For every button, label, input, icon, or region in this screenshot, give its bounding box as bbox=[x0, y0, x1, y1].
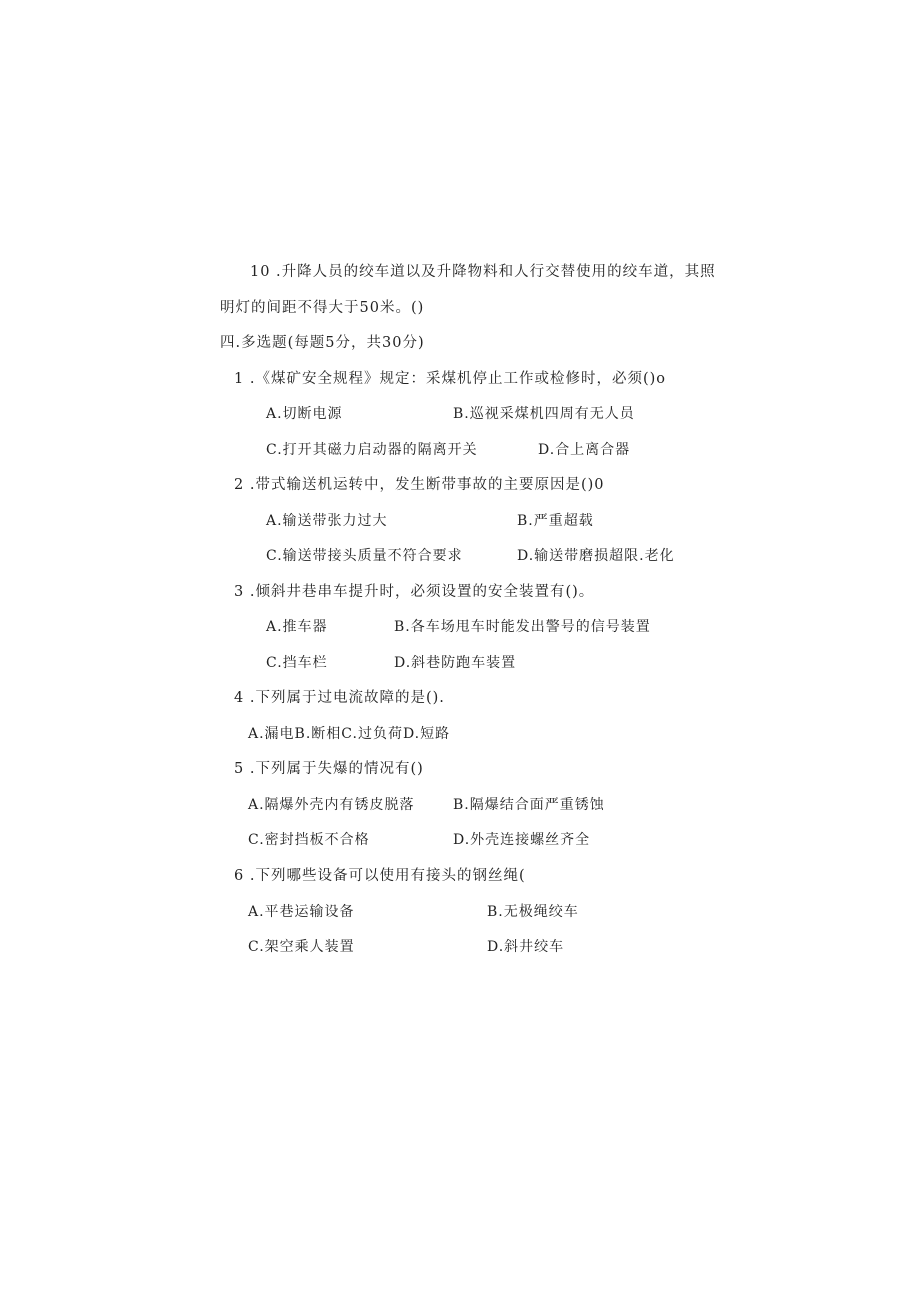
q3-option-b: B.各车场甩车时能发出警号的信号装置 bbox=[394, 619, 651, 635]
question-1-stem: 1 .《煤矿安全规程》规定：采煤机停止工作或检修时，必须()o bbox=[234, 371, 666, 387]
q4-options: A.漏电B.断相C.过负荷D.短路 bbox=[248, 726, 451, 742]
q3-option-c: C.挡车栏 bbox=[266, 655, 328, 671]
question-4-stem: 4 .下列属于过电流故障的是(). bbox=[234, 690, 445, 706]
question-2-stem: 2 .带式输送机运转中，发生断带事故的主要原因是()0 bbox=[234, 477, 605, 493]
q2-option-d: D.输送带磨损超限.老化 bbox=[517, 548, 675, 564]
q5-option-a: A.隔爆外壳内有锈皮脱落 bbox=[248, 797, 415, 813]
q1-option-d: D.合上离合器 bbox=[538, 442, 631, 458]
section-title: 四.多选题(每题5分，共30分) bbox=[220, 335, 425, 351]
q6-option-c: C.架空乘人装置 bbox=[248, 939, 355, 955]
q1-option-c: C.打开其磁力启动器的隔离开关 bbox=[266, 442, 478, 458]
question-5-stem: 5 .下列属于失爆的情况有() bbox=[234, 761, 424, 777]
q5-option-d: D.外壳连接螺丝齐全 bbox=[453, 832, 591, 848]
q2-option-b: B.严重超载 bbox=[517, 513, 594, 529]
q1-option-a: A.切断电源 bbox=[266, 406, 343, 422]
q10-line-2: 明灯的间距不得大于50米。() bbox=[220, 300, 425, 316]
q10-line-1: 10 .升降人员的绞车道以及升降物料和人行交替使用的绞车道，其照 bbox=[250, 264, 716, 280]
q6-option-b: B.无极绳绞车 bbox=[487, 904, 579, 920]
question-6-stem: 6 .下列哪些设备可以使用有接头的钢丝绳( bbox=[234, 868, 526, 884]
q3-option-a: A.推车器 bbox=[266, 619, 328, 635]
q6-option-d: D.斜井绞车 bbox=[487, 939, 565, 955]
q2-option-a: A.输送带张力过大 bbox=[266, 513, 388, 529]
q5-option-b: B.隔爆结合面严重锈蚀 bbox=[453, 797, 605, 813]
q2-option-c: C.输送带接头质量不符合要求 bbox=[266, 548, 463, 564]
question-3-stem: 3 .倾斜井巷串车提升时，必须设置的安全装置有()。 bbox=[234, 584, 595, 600]
q3-option-d: D.斜巷防跑车装置 bbox=[394, 655, 517, 671]
q6-option-a: A.平巷运输设备 bbox=[248, 904, 355, 920]
q5-option-c: C.密封挡板不合格 bbox=[248, 832, 370, 848]
q1-option-b: B.巡视采煤机四周有无人员 bbox=[453, 406, 635, 422]
